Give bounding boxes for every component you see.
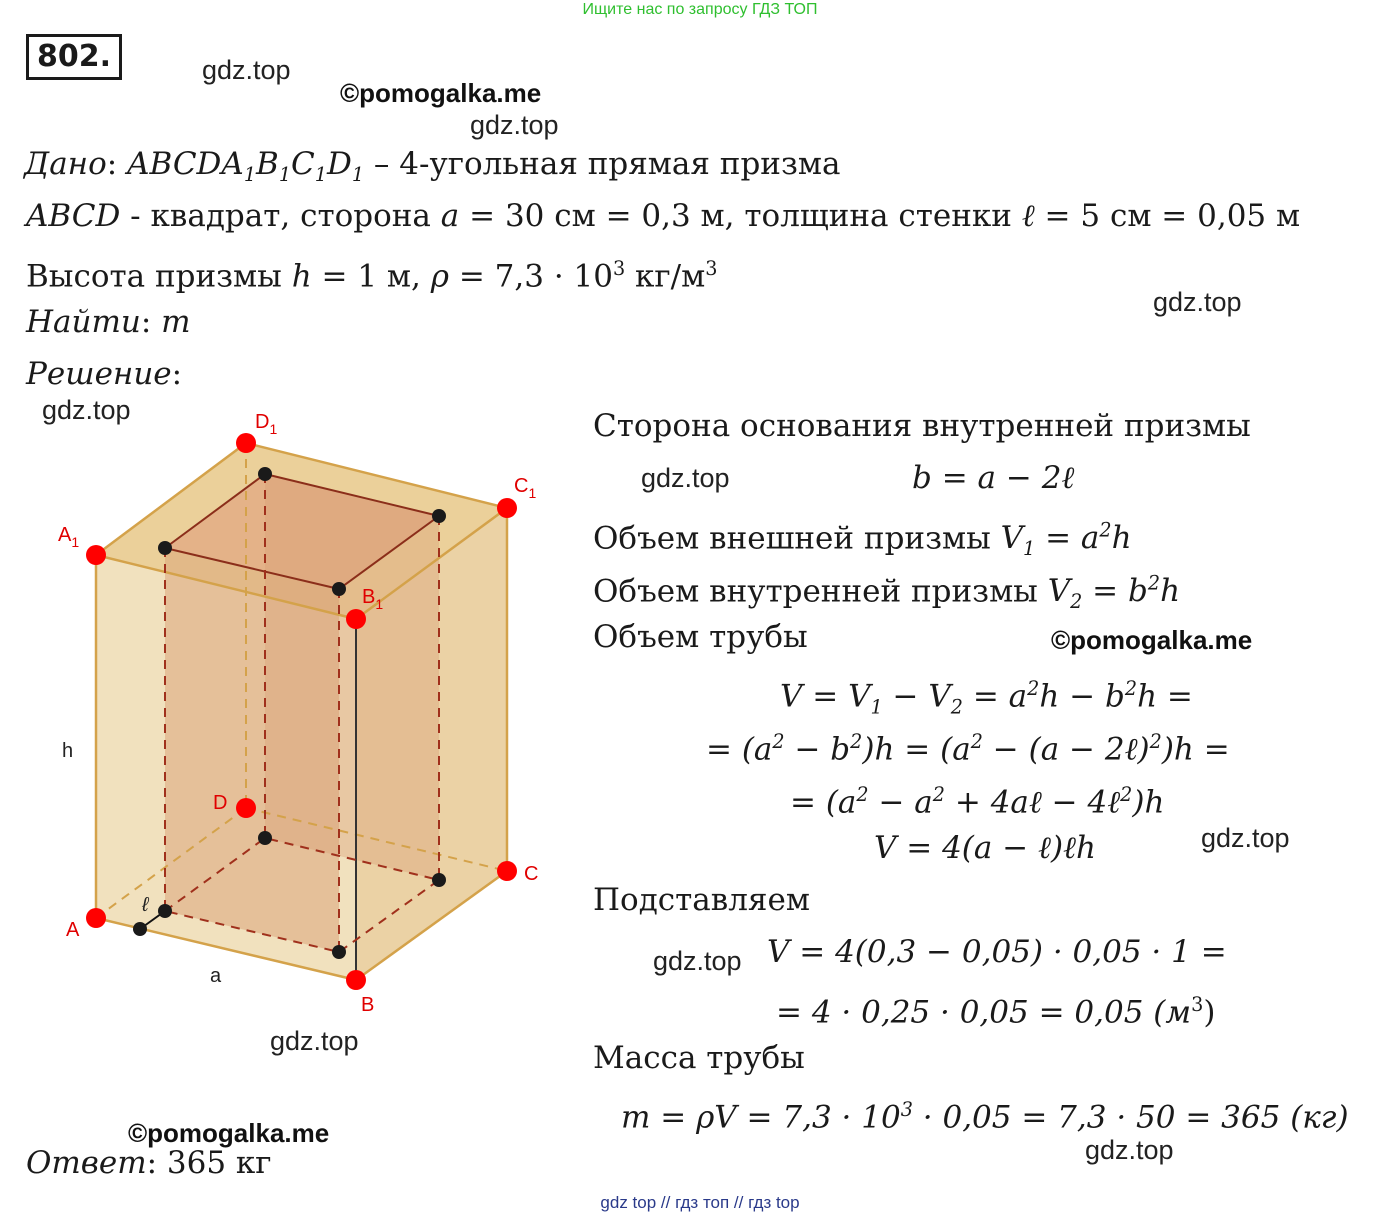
formula-line-2: = $(a^2 - b^2)h = (a^2 - (a$ − 2ℓ)$^2$)h = [706,730,1230,768]
prism-name: $ABCDA_1B_1C_1D_1$ [127,146,365,187]
thickness-value: = 5 см = 0,05 м [1034,198,1301,234]
inner-side-text: Сторона основания внутренней призмы [593,408,1251,444]
answer-label: Ответ [26,1145,147,1181]
vertex-a1 [86,545,106,565]
task-number: 802. [26,34,122,80]
density-unit: кг/м [625,258,706,295]
label-d: D [213,792,228,814]
watermark-gdz: gdz.top [1085,1135,1174,1165]
solution-line: Решение: [26,356,183,392]
formula-line-1: $V = V_1 - V_2 = a^2h - b^2h$ = [780,677,1193,719]
prism-diagram [0,400,580,1040]
height-value: = 1 м, [311,258,431,295]
label-b1: $B_1$ [362,586,384,612]
watermark-pomogalka: ©pomogalka.me [1051,625,1253,655]
vertex-c1 [497,498,517,518]
given-line-3: Высота призмы h = 1 м, $\rho = 7,3 \cdot 10^3$ $кг/м^3$ [26,257,718,295]
mass-formula: $m = \rho V = 7,3 \cdot 10^3 \cdot 0,05 = 7,3 \cdot 50 = 365$ (кг) [621,1098,1349,1136]
footer: gdz top // гдз топ // гдз top [600,1193,800,1212]
inner-side-formula: b = a − 2ℓ [912,460,1075,496]
label-a: A [66,919,80,941]
watermark-pomogalka: ©pomogalka.me [340,78,542,108]
watermark-gdz: gdz.top [42,395,131,425]
inner-volume-line: Объем внутренней призмы $V_2 = b^2h$ [593,572,1181,614]
given-label: Дано [24,146,107,182]
side-value: = 30 см = 0,3 м, толщина стенки [459,198,1022,234]
square-text: - квадрат, сторона [120,198,441,234]
label-h: h [62,740,74,762]
substitute-line-2: = 4 · 0,25 · 0,05 = 0,05 $(м^3)$ [776,993,1216,1031]
watermark-gdz: gdz.top [1153,287,1242,317]
watermark-gdz: gdz.top [470,110,559,140]
given-line-2: ABCD - квадрат, сторона a = 30 см = 0,3 м, толщина стенки ℓ = 5 см = 0,05 м [26,198,1301,234]
watermark-pomogalka: ©pomogalka.me [128,1118,330,1148]
solution-label: Решение [26,356,172,392]
label-a1: $A_1$ [58,524,80,550]
vertex-a [86,908,106,928]
vertex-b1 [346,609,366,629]
substitute-line-1: V = 4(0,3 − 0,05) · 0,05 · 1 = [767,934,1227,970]
find-value: m [161,304,191,340]
find-label: Найти [26,304,141,340]
substitute-text: Подставляем [593,882,810,918]
outer-volume-line: Объем внешней призмы $V_1 = a^2h$ [593,519,1132,561]
label-d1: $D_1$ [255,411,278,437]
watermark-gdz: gdz.top [202,55,291,85]
watermark-gdz: gdz.top [1201,823,1290,853]
tube-volume-text: Объем трубы [593,619,808,655]
formula-line-4: V = 4(a − ℓ)ℓh [874,830,1096,866]
label-c: C [524,863,539,885]
vertex-d [236,798,256,818]
answer-line [26,1145,272,1181]
answer-value: : 365 кг [146,1145,272,1181]
watermark-gdz: gdz.top [641,463,730,493]
watermark-gdz: gdz.top [653,946,742,976]
height-text: Высота призмы [26,258,292,295]
label-b: B [361,994,375,1016]
given-line-1: Дано: $ABCDA_1B_1C_1D_1$ – 4-угольная прямая призма [24,146,841,187]
label-c1: $C_1$ [514,475,537,501]
label-l: ℓ [142,894,149,916]
vertex-b [346,970,366,990]
density-value: = 7,3 · 10 [448,258,613,295]
top-banner: Ищите нас по запросу ГДЗ ТОП [582,1,818,18]
find-line: Найти: m [26,304,191,340]
prism-description: – 4-угольная прямая призма [364,146,841,182]
vertex-c [497,861,517,881]
vertex-d1 [236,433,256,453]
mass-text: Масса трубы [593,1040,805,1076]
label-a-side: a [210,965,222,987]
watermark-gdz: gdz.top [270,1026,359,1056]
formula-line-3: = ($a^2 - a^2$ + 4aℓ − 4ℓ$^2$)h [790,783,1165,821]
